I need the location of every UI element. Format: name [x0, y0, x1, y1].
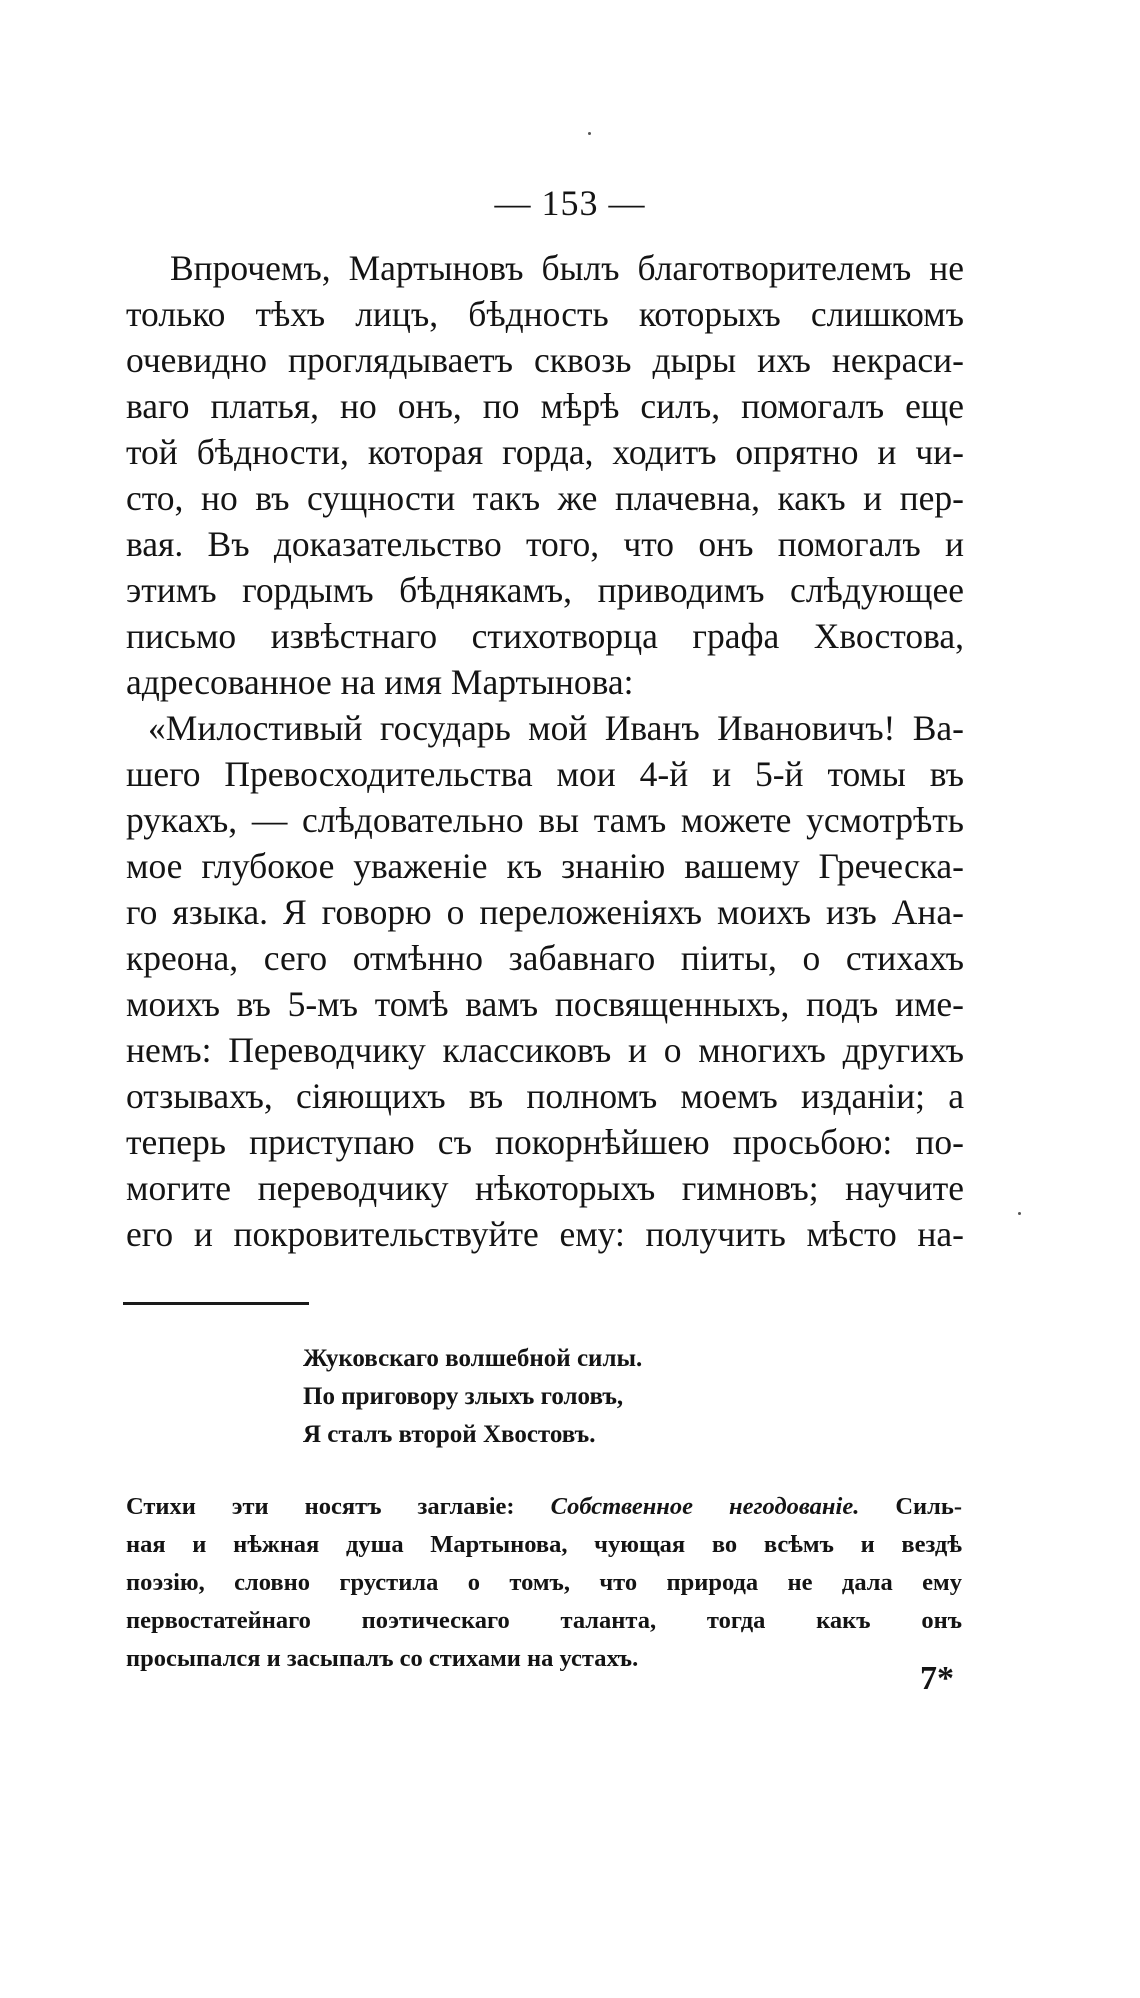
text-line: немъ: Переводчику классиковъ и о многихъ другихъ [126, 1030, 964, 1070]
text-line: письмо извѣстнаго стихотворца графа Хвостова, [126, 616, 964, 656]
note-line [126, 1488, 962, 1526]
text-line: ваго платья, но онъ, по мѣрѣ силъ, помогалъ еще [126, 386, 964, 426]
page-number: — 153 — [494, 183, 646, 223]
text-line: мое глубокое уваженіе къ знанію вашему Греческа- [126, 846, 964, 886]
footnote-verse [303, 1340, 823, 1454]
text-line: его и покровительствуйте ему: получить мѣсто на- [126, 1214, 964, 1254]
main-text [126, 245, 964, 1257]
note-line: поэзію, словно грустила о томъ, что природа не дала ему [126, 1569, 962, 1596]
footnote-separator [123, 1302, 309, 1305]
text-line: вая. Въ доказательство того, что онъ помогалъ и [126, 524, 964, 564]
text-line: рукахъ, — слѣдовательно вы тамъ можете усмотрѣть [126, 800, 964, 840]
print-speck [588, 132, 591, 135]
text-line: шего Превосходительства мои 4-й и 5-й томы въ [126, 754, 964, 794]
note-line: ная и нѣжная душа Мартынова, чующая во всѣмъ и вездѣ [126, 1531, 962, 1558]
text-line: этимъ гордымъ бѣднякамъ, приводимъ слѣдующее [126, 570, 964, 610]
note-text: Стихи эти носятъ заглавіе: [126, 1493, 515, 1520]
note-line: просыпался и засыпалъ со стихами на устахъ. [126, 1645, 639, 1672]
text-line: Впрочемъ, Мартыновъ былъ благотворителемъ не [170, 248, 964, 288]
text-line: могите переводчику нѣкоторыхъ гимновъ; научите [126, 1168, 964, 1208]
note-text: Силь- [895, 1493, 963, 1520]
text-line: го языка. Я говорю о переложеніяхъ моихъ изъ Ана- [126, 892, 964, 932]
text-line: той бѣдности, которая горда, ходитъ опрятно и чи- [126, 432, 964, 472]
text-line: теперь приступаю съ покорнѣйшею просьбою: по- [126, 1122, 964, 1162]
text-line: креона, сего отмѣнно забавнаго піиты, о стихахъ [126, 938, 964, 978]
print-speck [1018, 1212, 1021, 1215]
text-line: «Милостивый государь мой Иванъ Ивановичъ! Ва- [148, 708, 964, 748]
text-line: моихъ въ 5-мъ томѣ вамъ посвященныхъ, подъ име- [126, 984, 964, 1024]
note-title: Собственное негодованіе. [550, 1493, 860, 1520]
text-line: адресованное на имя Мартынова: [126, 662, 634, 702]
text-line: сто, но въ сущности такъ же плачевна, какъ и пер- [126, 478, 964, 518]
verse-line: Жуковскаго волшебной силы. [303, 1345, 643, 1372]
text-line: только тѣхъ лицъ, бѣдность которыхъ слишкомъ [126, 294, 964, 334]
note-line: первостатейнаго поэтическаго таланта, тогда какъ онъ [126, 1607, 962, 1634]
verse-line: Я сталъ второй Хвостовъ. [303, 1421, 596, 1448]
footnote-note [126, 1488, 962, 1678]
verse-line: По приговору злыхъ головъ, [303, 1383, 624, 1410]
signature-mark: 7* [920, 1660, 954, 1697]
text-line: отзывахъ, сіяющихъ въ полномъ моемъ изданіи; а [126, 1076, 964, 1116]
text-line: очевидно проглядываетъ сквозь дыры ихъ некраси- [126, 340, 964, 380]
